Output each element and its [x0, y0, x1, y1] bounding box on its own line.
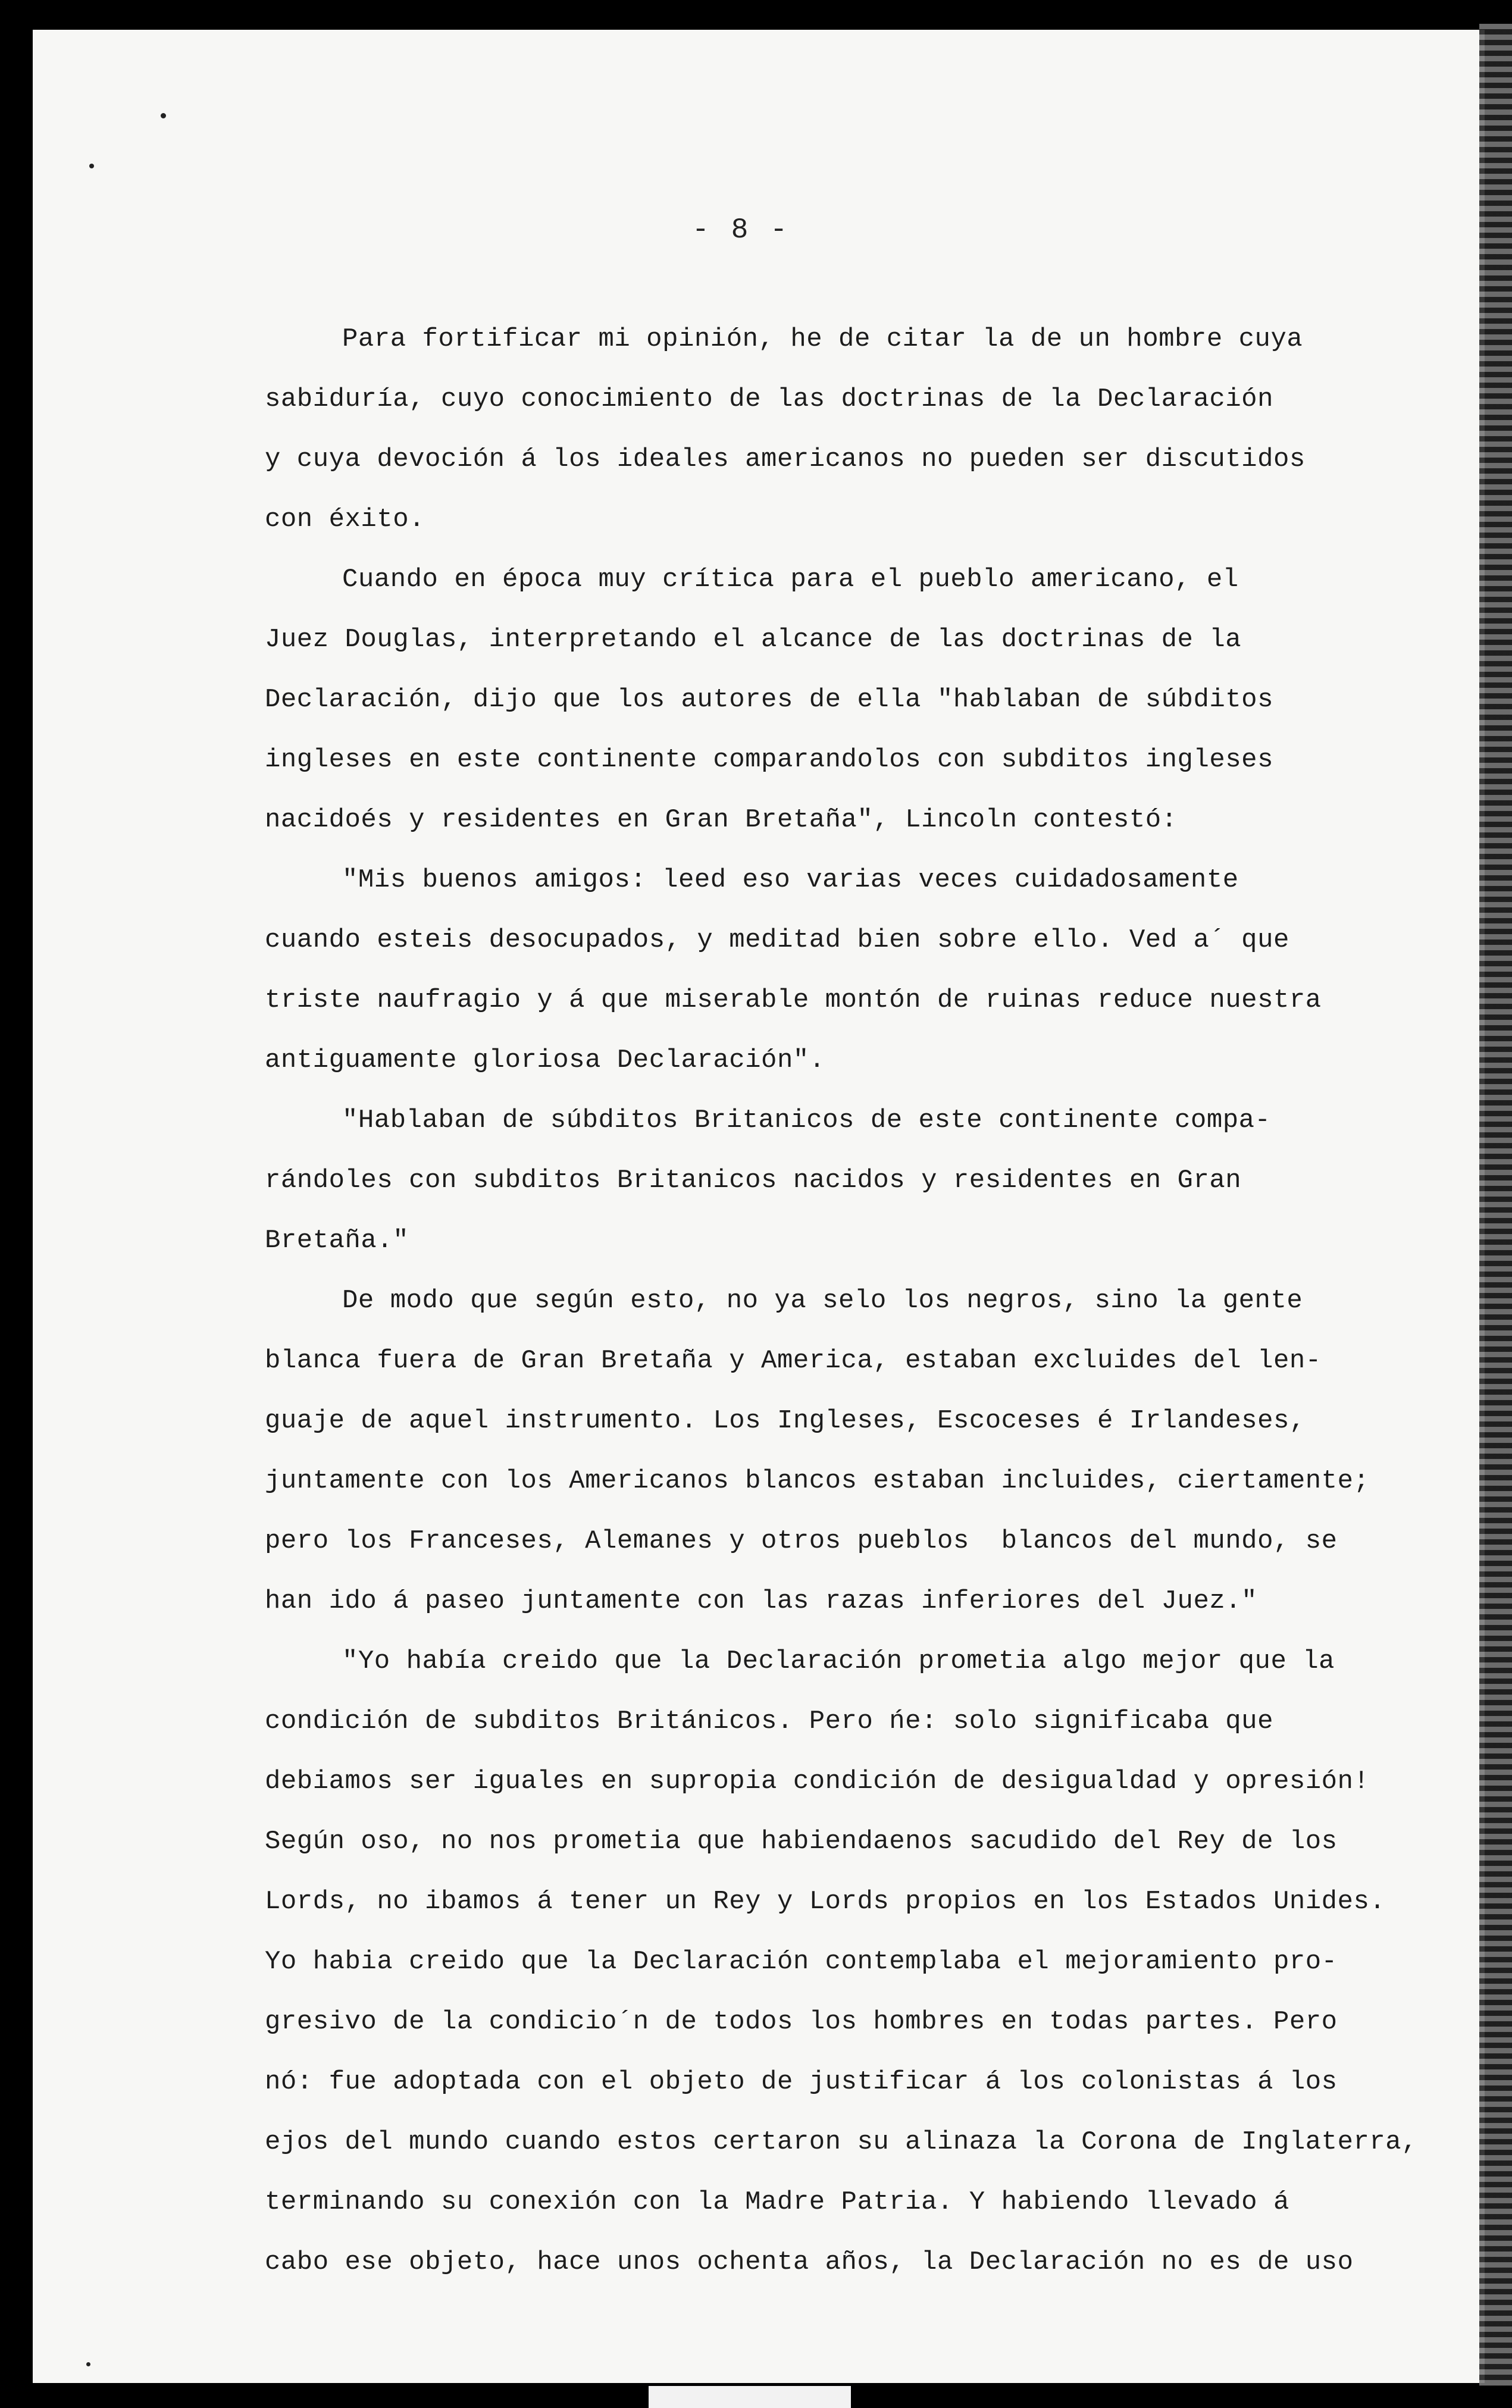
text-line: con éxito. [265, 505, 425, 534]
text-line: condición de subditos Británicos. Pero ńe: solo significaba que [265, 1706, 1273, 1736]
text-line: Yo habia creido que la Declaración contemplaba el mejoramiento pro- [265, 1947, 1338, 1977]
text-line: De modo que según esto, no ya selo los negros, sino la gente [342, 1286, 1303, 1316]
text-line: nó: fue adoptada con el objeto de justificar á los colonistas á los [265, 2067, 1338, 2097]
document-page [33, 30, 1485, 2383]
text-line: sabiduría, cuyo conocimiento de las doctrinas de la Declaración [265, 384, 1273, 414]
text-line: debiamos ser iguales en supropia condición de desigualdad y opresión! [265, 1767, 1370, 1796]
text-line: triste naufragio y á que miserable montón de ruinas reduce nuestra [265, 985, 1322, 1015]
scan-speck [89, 164, 94, 168]
text-line: antiguamente gloriosa Declaración". [265, 1045, 825, 1075]
text-line: cabo ese objeto, hace unos ochenta años, la Declaración no es de uso [265, 2247, 1354, 2277]
text-line: ingleses en este continente comparandolos con subditos ingleses [265, 745, 1273, 775]
text-line: "Mis buenos amigos: leed eso varias veces cuidadosamente [342, 865, 1239, 895]
text-line: gresivo de la condicio´n de todos los hombres en todas partes. Pero [265, 2007, 1338, 2037]
text-line: "Yo había creido que la Declaración prometia algo mejor que la [342, 1646, 1335, 1676]
text-line: cuando esteis desocupados, y meditad bien sobre ello. Ved a´ que [265, 925, 1289, 955]
text-line: Según oso, no nos prometia que habiendaenos sacudido del Rey de los [265, 1827, 1338, 1856]
scan-speck [161, 113, 166, 118]
scan-strip [649, 2386, 851, 2408]
scan-speck [86, 2362, 90, 2366]
text-line: nacidoés y residentes en Gran Bretaña", Lincoln contestó: [265, 805, 1178, 835]
text-line: Lords, no ibamos á tener un Rey y Lords propios en los Estados Unides. [265, 1887, 1386, 1917]
text-line: Juez Douglas, interpretando el alcance de las doctrinas de la [265, 625, 1242, 655]
scan-edge [1479, 24, 1512, 2386]
text-line: y cuya devoción á los ideales americanos no pueden ser discutidos [265, 444, 1306, 474]
text-line: guaje de aquel instrumento. Los Ingleses, Escoceses é Irlandeses, [265, 1406, 1306, 1436]
page-number: - 8 - [691, 214, 790, 246]
text-line: han ido á paseo juntamente con las razas inferiores del Juez." [265, 1586, 1258, 1616]
text-line: pero los Franceses, Alemanes y otros pueblos blancos del mundo, se [265, 1526, 1338, 1556]
text-line: terminando su conexión con la Madre Patria. Y habiendo llevado á [265, 2187, 1289, 2217]
text-line: Bretaña." [265, 1226, 409, 1255]
text-line: Declaración, dijo que los autores de ella "hablaban de súbditos [265, 685, 1273, 715]
text-line: juntamente con los Americanos blancos estaban incluides, ciertamente; [265, 1466, 1370, 1496]
text-line: Para fortificar mi opinión, he de citar la de un hombre cuya [342, 324, 1303, 354]
text-line: blanca fuera de Gran Bretaña y America, estaban excluides del len- [265, 1346, 1322, 1376]
text-line: rándoles con subditos Britanicos nacidos y residentes en Gran [265, 1166, 1242, 1195]
body-text [265, 309, 1418, 2293]
text-line: ejos del mundo cuando estos certaron su alinaza la Corona de Inglaterra, [265, 2127, 1418, 2157]
text-line: Cuando en época muy crítica para el pueblo americano, el [342, 565, 1239, 594]
text-line: "Hablaban de súbditos Britanicos de este continente compa- [342, 1106, 1271, 1135]
